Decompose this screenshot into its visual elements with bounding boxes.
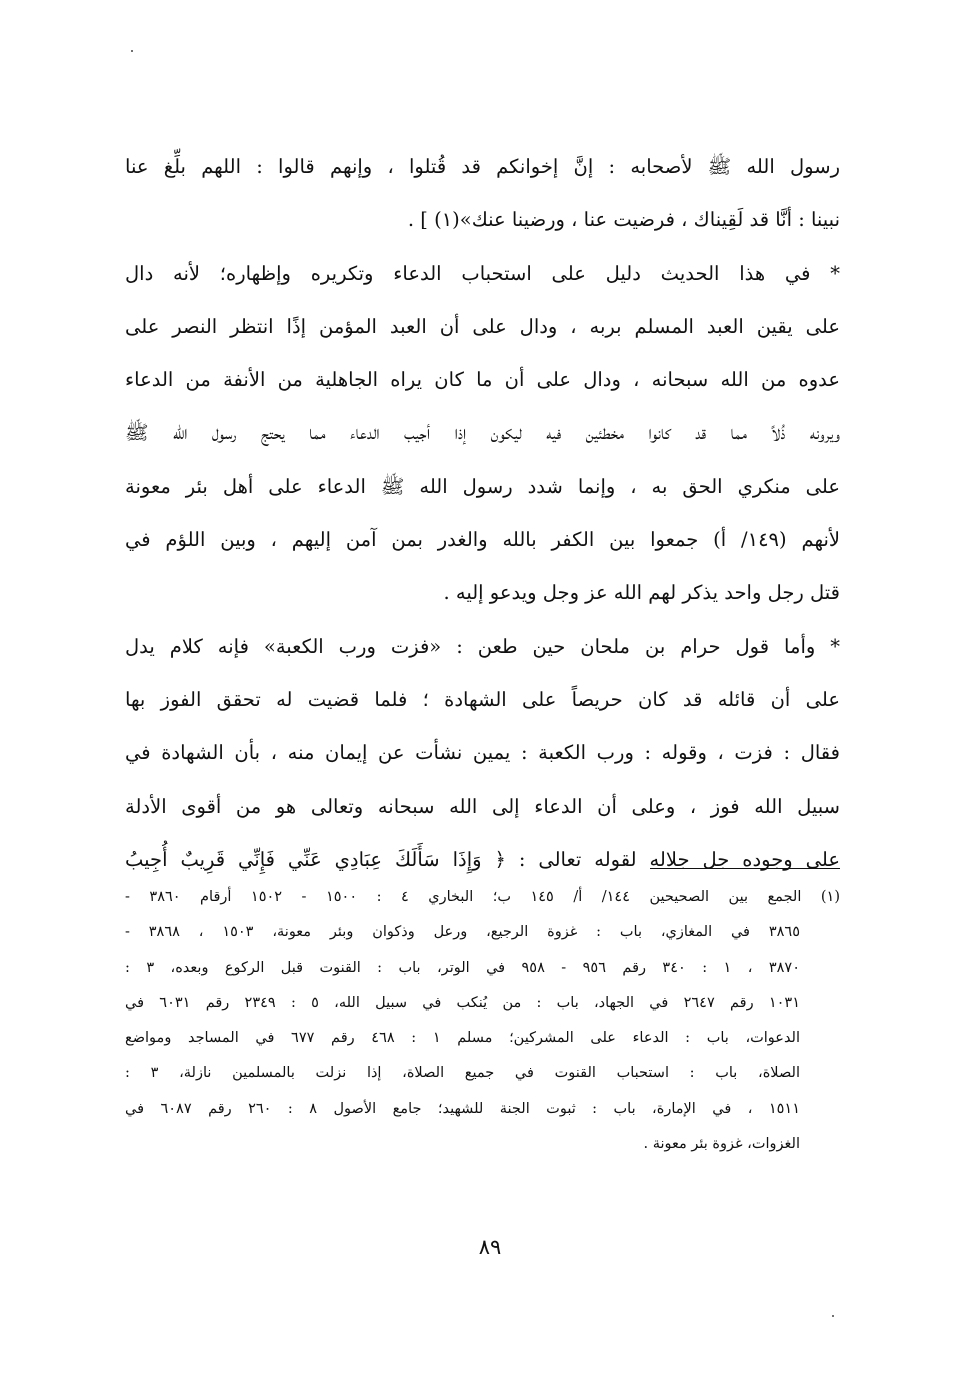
footnote-line: (١) الجمع بين الصحيحين ١٤٤/ أ/ ١٤٥ ب؛ البخاري ٤ : ١٥٠٠ - ١٥٠٢ أرقام ٣٨٦٠ - bbox=[125, 889, 840, 905]
text-line: على يقين العبد المسلم بربه ، ودال على أن العبد المؤمن إذًا انتظر النصر على bbox=[125, 314, 840, 338]
main-text bbox=[125, 140, 840, 886]
footnotes bbox=[125, 880, 840, 1162]
text-line: فقال : فزت ، وقوله : ورب الكعبة : يمين نشأت عن إيمان منه ، بأن الشهادة في bbox=[125, 741, 840, 765]
text-line: * وأما قول حرام بن ملحان حين طعن : «فزت ورب الكعبة» فإنه كلام يدل bbox=[125, 634, 840, 658]
text-line: على وجوده جل جلاله لقوله تعالى : ﴿ وَإِذَا سَأَلَكَ عِبَادِي عَنِّي فَإِنِّي قَرِيبٌ أُجِيبُ bbox=[125, 847, 840, 871]
footnote-line: الدعوات، باب : الدعاء على المشركين؛ مسلم ١ : ٤٦٨ رقم ٦٧٧ في المساجد ومواضع bbox=[125, 1030, 800, 1047]
footnote-line: الصلاة، باب : استحباب القنوت في جميع الصلاة، إذا نزلت بالمسلمين نازلة، ٣ : bbox=[125, 1065, 800, 1082]
footnote-separator bbox=[650, 868, 840, 869]
scan-speck bbox=[832, 1315, 834, 1317]
text-line: نبينا : أنَّا قد لَقِيناك ، فرضيت عنا ، ورضينا عنك»(١) ] . bbox=[407, 208, 840, 232]
footnote-line: ١٥١١ ، في الإمارة، باب : ثبوت الجنة للشهيد؛ جامع الأصول ٨ : ٢٦٠ رقم ٦٠٨٧ في bbox=[125, 1100, 800, 1117]
scan-speck bbox=[131, 50, 133, 52]
text-line: * في هذا الحديث دليل على استحباب الدعاء وتكريره وإظهاره؛ لأنه دال bbox=[125, 261, 840, 285]
text-line: على منكري الحق به ، وإنما شدد رسول الله ﷺ الدعاء على أهل بئر معونة bbox=[125, 474, 840, 498]
text-line: رسول الله ﷺ لأصحابه : إنَّ إخوانكم قد قُتلوا ، وإنهم قالوا : اللهم بلِّغ عنا bbox=[125, 155, 840, 178]
text-line: لأنهم (١٤٩/ أ) جمعوا بين الكفر بالله والغدر بمن آمن إليهم ، وبين اللؤم في bbox=[125, 528, 840, 552]
footnote-line: الغزوات، غزوة بئر معونة . bbox=[643, 1136, 800, 1153]
footnote-line: ٣٨٦٥ في المغازي، باب : غزوة الرجيع، ورعل وذكوان وبئر معونة، ١٥٠٣ ، ٣٨٦٨ - bbox=[125, 924, 800, 941]
footnote-line: ١٠٣١ رقم ٢٦٤٧ في الجهاد، باب : من يُنكب في سبيل الله، ٥ : ٢٣٤٩ رقم ٦٠٣١ في bbox=[125, 994, 800, 1011]
text-line: على أن قائله قد كان حريصاً على الشهادة ؛ فلما قضيت له تحقق الفوز بها bbox=[125, 687, 840, 711]
text-line: عدوه من الله سبحانه ، ودال على أن ما كان يراه الجاهلية من الأنفة من الدعاء bbox=[125, 368, 840, 392]
text-line: سبيل الله فوز ، وعلى أن الدعاء إلى الله سبحانه وتعالى هو من أقوى الأدلة bbox=[125, 794, 840, 818]
footnote-line: ٣٨٧٠ ، ١ : ٣٤٠ رقم ٩٥٦ - ٩٥٨ في الوتر، باب : القنوت قبل الركوع وبعده، ٣ : bbox=[125, 959, 800, 976]
text-line: ويرونه ذُلاً مما قد كانوا مخطئين فيه ليكون إذا أجيب الدعاء مما يحتج رسول الله ﷺ bbox=[125, 421, 840, 445]
page-number: ٨٩ bbox=[478, 1235, 502, 1259]
text-line: قتل رجل واحد يذكر لهم الله عز وجل ويدعو إليه . bbox=[443, 581, 840, 605]
